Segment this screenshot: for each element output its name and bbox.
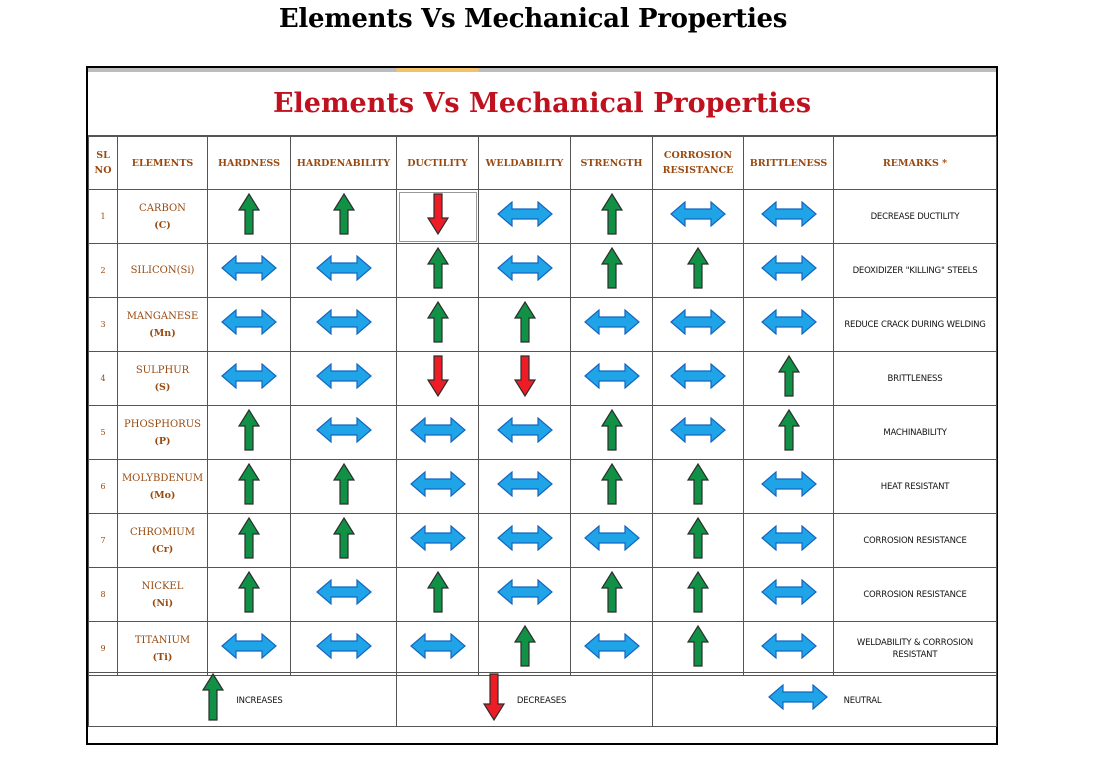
up-arrow-icon xyxy=(601,463,623,510)
weldability-effect-cell xyxy=(479,244,571,298)
brittleness-effect-cell xyxy=(744,244,834,298)
neutral-arrow-icon xyxy=(410,633,466,664)
element-name: TITANIUM xyxy=(134,634,191,646)
neutral-arrow-icon xyxy=(497,525,553,556)
down-arrow-icon xyxy=(427,193,449,240)
strength-effect-cell xyxy=(571,406,653,460)
neutral-arrow-icon xyxy=(221,255,277,286)
hardenability-effect-cell xyxy=(291,406,397,460)
legend-decreases xyxy=(397,673,653,727)
header-sl-no: SL NO xyxy=(89,137,118,190)
corrosion-effect-cell xyxy=(653,406,744,460)
up-arrow-icon xyxy=(601,193,623,240)
hardness-effect-cell xyxy=(208,514,291,568)
sl-no-cell: 8 xyxy=(89,568,118,622)
remarks-cell: DEOXIDIZER "KILLING" STEELS xyxy=(834,244,997,298)
strength-effect-cell xyxy=(571,298,653,352)
header-weldability: WELDABILITY xyxy=(479,137,571,190)
element-name: CARBON xyxy=(139,202,186,214)
brittleness-effect-cell xyxy=(744,514,834,568)
strength-effect-cell xyxy=(571,568,653,622)
hardenability-effect-cell xyxy=(291,460,397,514)
header-elements: ELEMENTS xyxy=(118,137,208,190)
ductility-effect-cell xyxy=(397,406,479,460)
table-row xyxy=(89,406,997,460)
up-arrow-icon xyxy=(333,193,355,240)
up-arrow-icon xyxy=(427,301,449,348)
header-hardenability: HARDENABILITY xyxy=(291,137,397,190)
hardenability-effect-cell xyxy=(291,190,397,244)
ductility-effect-cell xyxy=(397,244,479,298)
table-row xyxy=(89,298,997,352)
strength-effect-cell xyxy=(571,460,653,514)
hardenability-effect-cell xyxy=(291,622,397,676)
header-corrosion-resistance: CORROSION RESISTANCE xyxy=(653,137,744,190)
element-symbol: (P) xyxy=(154,435,171,447)
element-symbol: (Mn) xyxy=(149,327,176,339)
corrosion-effect-cell xyxy=(653,352,744,406)
strength-effect-cell xyxy=(571,622,653,676)
neutral-arrow-icon xyxy=(670,309,726,340)
legend-increases-label: INCREASES xyxy=(236,696,283,707)
legend-table xyxy=(88,672,997,727)
hardness-effect-cell xyxy=(208,352,291,406)
ductility-effect-cell xyxy=(397,352,479,406)
sl-no-cell: 4 xyxy=(89,352,118,406)
ductility-effect-cell xyxy=(397,460,479,514)
hardenability-effect-cell xyxy=(291,352,397,406)
neutral-arrow-icon xyxy=(761,471,817,502)
element-name: SILICON(Si) xyxy=(130,265,195,276)
element-cell xyxy=(118,460,208,514)
hardness-effect-cell xyxy=(208,406,291,460)
hardenability-effect-cell xyxy=(291,244,397,298)
neutral-arrow-icon xyxy=(316,633,372,664)
remarks-cell: HEAT RESISTANT xyxy=(834,460,997,514)
legend-neutral-arrow-icon xyxy=(768,684,828,715)
up-arrow-icon xyxy=(238,193,260,240)
up-arrow-icon xyxy=(514,625,536,672)
neutral-arrow-icon xyxy=(221,363,277,394)
element-name: NICKEL xyxy=(141,580,184,592)
strength-effect-cell xyxy=(571,190,653,244)
element-cell xyxy=(118,568,208,622)
neutral-arrow-icon xyxy=(584,309,640,340)
neutral-arrow-icon xyxy=(584,363,640,394)
neutral-arrow-icon xyxy=(316,363,372,394)
element-symbol: (Mo) xyxy=(149,489,176,501)
weldability-effect-cell xyxy=(479,190,571,244)
up-arrow-icon xyxy=(333,517,355,564)
up-arrow-icon xyxy=(687,571,709,618)
element-name: MOLYBDENUM xyxy=(121,472,204,484)
up-arrow-icon xyxy=(778,409,800,456)
strength-effect-cell xyxy=(571,514,653,568)
up-arrow-icon xyxy=(238,409,260,456)
element-cell xyxy=(118,244,208,298)
hardness-effect-cell xyxy=(208,190,291,244)
up-arrow-icon xyxy=(238,463,260,510)
remarks-cell: MACHINABILITY xyxy=(834,406,997,460)
element-symbol: (Ni) xyxy=(151,597,174,609)
neutral-arrow-icon xyxy=(316,579,372,610)
table-body xyxy=(89,190,997,676)
table-row xyxy=(89,352,997,406)
brittleness-effect-cell xyxy=(744,568,834,622)
remarks-cell: WELDABILITY & CORROSION RESISTANT xyxy=(834,622,997,676)
element-cell xyxy=(118,406,208,460)
legend-down-arrow-icon xyxy=(483,673,505,726)
legend-increases xyxy=(89,673,397,727)
hardenability-effect-cell xyxy=(291,568,397,622)
neutral-arrow-icon xyxy=(316,309,372,340)
sl-no-cell: 2 xyxy=(89,244,118,298)
down-arrow-icon xyxy=(514,355,536,402)
header-hardness: HARDNESS xyxy=(208,137,291,190)
legend-neutral-label: NEUTRAL xyxy=(843,696,882,707)
table-row xyxy=(89,244,997,298)
legend-neutral xyxy=(653,673,997,727)
header-remarks: REMARKS * xyxy=(834,137,997,190)
neutral-arrow-icon xyxy=(221,633,277,664)
ductility-effect-cell xyxy=(397,622,479,676)
up-arrow-icon xyxy=(687,247,709,294)
up-arrow-icon xyxy=(427,571,449,618)
neutral-arrow-icon xyxy=(670,417,726,448)
neutral-arrow-icon xyxy=(761,579,817,610)
weldability-effect-cell xyxy=(479,568,571,622)
neutral-arrow-icon xyxy=(221,309,277,340)
neutral-arrow-icon xyxy=(584,525,640,556)
element-name: MANGANESE xyxy=(126,310,199,322)
hardenability-effect-cell xyxy=(291,298,397,352)
up-arrow-icon xyxy=(687,625,709,672)
legend-row xyxy=(89,673,997,727)
up-arrow-icon xyxy=(514,301,536,348)
neutral-arrow-icon xyxy=(497,579,553,610)
neutral-arrow-icon xyxy=(410,525,466,556)
sl-no-cell: 1 xyxy=(89,190,118,244)
element-cell xyxy=(118,514,208,568)
hardness-effect-cell xyxy=(208,298,291,352)
corrosion-effect-cell xyxy=(653,190,744,244)
element-cell xyxy=(118,622,208,676)
element-name: SULPHUR xyxy=(135,364,190,376)
neutral-arrow-icon xyxy=(761,633,817,664)
element-symbol: (C) xyxy=(154,219,171,231)
weldability-effect-cell xyxy=(479,406,571,460)
neutral-arrow-icon xyxy=(761,255,817,286)
table-row xyxy=(89,190,997,244)
neutral-arrow-icon xyxy=(584,633,640,664)
brittleness-effect-cell xyxy=(744,352,834,406)
strength-effect-cell xyxy=(571,244,653,298)
spreadsheet-image xyxy=(86,66,998,745)
remarks-cell: BRITTLENESS xyxy=(834,352,997,406)
neutral-arrow-icon xyxy=(761,525,817,556)
remarks-cell: CORROSION RESISTANCE xyxy=(834,514,997,568)
corrosion-effect-cell xyxy=(653,298,744,352)
hardness-effect-cell xyxy=(208,568,291,622)
sl-no-cell: 3 xyxy=(89,298,118,352)
up-arrow-icon xyxy=(238,517,260,564)
banner-title: Elements Vs Mechanical Properties xyxy=(88,72,996,136)
element-symbol: (Ti) xyxy=(152,651,173,663)
ductility-effect-cell xyxy=(397,514,479,568)
up-arrow-icon xyxy=(238,571,260,618)
table-row xyxy=(89,568,997,622)
brittleness-effect-cell xyxy=(744,460,834,514)
up-arrow-icon xyxy=(601,571,623,618)
element-name: PHOSPHORUS xyxy=(124,418,201,430)
ductility-effect-cell xyxy=(397,298,479,352)
table-row xyxy=(89,460,997,514)
hardness-effect-cell xyxy=(208,244,291,298)
down-arrow-icon xyxy=(427,355,449,402)
neutral-arrow-icon xyxy=(316,417,372,448)
brittleness-effect-cell xyxy=(744,406,834,460)
sl-no-cell: 6 xyxy=(89,460,118,514)
table-row xyxy=(89,622,997,676)
corrosion-effect-cell xyxy=(653,514,744,568)
ductility-effect-cell xyxy=(397,568,479,622)
weldability-effect-cell xyxy=(479,514,571,568)
weldability-effect-cell xyxy=(479,352,571,406)
up-arrow-icon xyxy=(687,463,709,510)
ductility-effect-cell xyxy=(397,190,479,244)
neutral-arrow-icon xyxy=(497,417,553,448)
up-arrow-icon xyxy=(427,247,449,294)
up-arrow-icon xyxy=(601,247,623,294)
element-cell xyxy=(118,352,208,406)
properties-table xyxy=(88,136,997,676)
weldability-effect-cell xyxy=(479,298,571,352)
hardness-effect-cell xyxy=(208,460,291,514)
neutral-arrow-icon xyxy=(497,201,553,232)
table-row xyxy=(89,514,997,568)
remarks-cell: REDUCE CRACK DURING WELDING xyxy=(834,298,997,352)
corrosion-effect-cell xyxy=(653,622,744,676)
hardness-effect-cell xyxy=(208,622,291,676)
up-arrow-icon xyxy=(778,355,800,402)
element-symbol: (Cr) xyxy=(151,543,174,555)
legend-up-arrow-icon xyxy=(202,673,224,726)
remarks-cell: CORROSION RESISTANCE xyxy=(834,568,997,622)
header-brittleness: BRITTLENESS xyxy=(744,137,834,190)
strength-effect-cell xyxy=(571,352,653,406)
neutral-arrow-icon xyxy=(497,471,553,502)
legend-decreases-label: DECREASES xyxy=(516,696,567,707)
corrosion-effect-cell xyxy=(653,460,744,514)
brittleness-effect-cell xyxy=(744,622,834,676)
element-symbol: (S) xyxy=(154,381,171,393)
brittleness-effect-cell xyxy=(744,298,834,352)
neutral-arrow-icon xyxy=(316,255,372,286)
header-row xyxy=(89,137,997,190)
up-arrow-icon xyxy=(601,409,623,456)
neutral-arrow-icon xyxy=(670,363,726,394)
neutral-arrow-icon xyxy=(410,417,466,448)
up-arrow-icon xyxy=(333,463,355,510)
neutral-arrow-icon xyxy=(410,471,466,502)
neutral-arrow-icon xyxy=(497,255,553,286)
remarks-cell: DECREASE DUCTILITY xyxy=(834,190,997,244)
sl-no-cell: 9 xyxy=(89,622,118,676)
neutral-arrow-icon xyxy=(761,201,817,232)
neutral-arrow-icon xyxy=(670,201,726,232)
element-name: CHROMIUM xyxy=(130,526,195,538)
weldability-effect-cell xyxy=(479,460,571,514)
up-arrow-icon xyxy=(687,517,709,564)
element-cell xyxy=(118,190,208,244)
header-strength: STRENGTH xyxy=(571,137,653,190)
brittleness-effect-cell xyxy=(744,190,834,244)
element-cell xyxy=(118,298,208,352)
sl-no-cell: 5 xyxy=(89,406,118,460)
weldability-effect-cell xyxy=(479,622,571,676)
corrosion-effect-cell xyxy=(653,568,744,622)
header-ductility: DUCTILITY xyxy=(397,137,479,190)
hardenability-effect-cell xyxy=(291,514,397,568)
neutral-arrow-icon xyxy=(761,309,817,340)
page-title: Elements Vs Mechanical Properties xyxy=(278,4,788,34)
sl-no-cell: 7 xyxy=(89,514,118,568)
corrosion-effect-cell xyxy=(653,244,744,298)
